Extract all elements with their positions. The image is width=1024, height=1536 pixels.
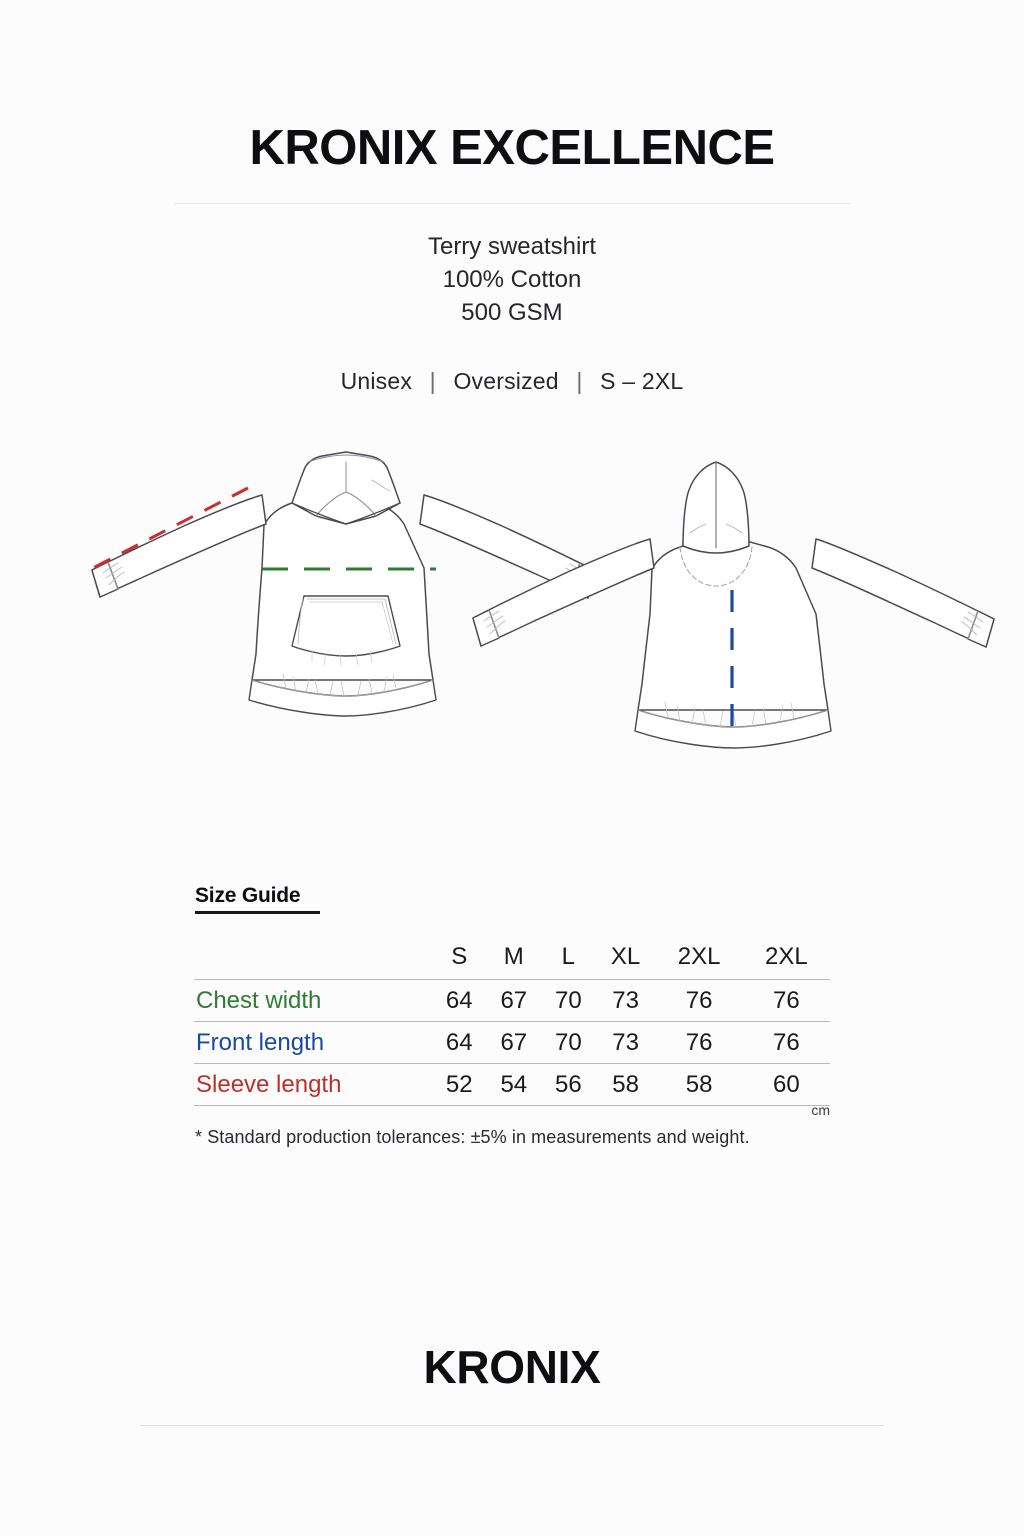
chest-width-value-2xl-b: 76 <box>773 986 800 1014</box>
attribute-separator-1: | <box>429 368 436 394</box>
page-title: KRONIX EXCELLENCE <box>249 121 775 175</box>
sleeve-length-value-s: 52 <box>445 1070 473 1098</box>
hoodie-front-technical-drawing <box>92 452 596 716</box>
table-row <box>194 1064 830 1106</box>
size-table-body <box>194 980 830 1106</box>
front-length-value-m: 67 <box>500 1028 528 1056</box>
sleeve-length-value-2xl: 58 <box>685 1070 713 1098</box>
size-table-label-header <box>194 938 432 980</box>
sleeve-length-value-m: 54 <box>500 1070 528 1098</box>
chest-width-value-xl: 73 <box>612 986 639 1014</box>
front-length-value-l: 70 <box>554 1028 582 1056</box>
chest-width-value-l: 70 <box>554 986 582 1014</box>
spec-line-composition: 100% Cotton <box>442 266 582 293</box>
product-attributes <box>0 368 1024 395</box>
sleeve-length-value-l: 56 <box>554 1070 582 1098</box>
garment-illustrations <box>0 418 1024 818</box>
measurement-unit-label: cm <box>811 1102 830 1118</box>
attribute-size-range: S – 2XL <box>600 368 684 394</box>
size-column-header-s: S <box>451 943 468 970</box>
spec-line-material: Terry sweatshirt <box>427 233 597 260</box>
footer-logo: KRONIX <box>423 1341 601 1393</box>
size-guide-heading-underline <box>195 911 320 914</box>
size-guide-table <box>194 938 830 1106</box>
front-length-value-2xl-b: 76 <box>773 1028 800 1056</box>
size-column-header-2xl-b: 2XL <box>765 943 808 970</box>
size-column-header-xl: XL <box>610 943 641 970</box>
size-column-header-m: M <box>503 943 524 970</box>
size-guide-heading: Size Guide <box>195 884 301 907</box>
chest-width-value-m: 67 <box>500 986 528 1014</box>
front-length-value-2xl: 76 <box>685 1028 713 1056</box>
measurement-label-front-length: Front length <box>196 1028 325 1056</box>
footer-divider <box>140 1425 884 1426</box>
front-length-value-xl: 73 <box>612 1028 639 1056</box>
size-table-head <box>194 938 830 980</box>
measurement-label-sleeve-length: Sleeve length <box>196 1070 342 1098</box>
product-spec-block <box>0 230 1024 329</box>
size-table-header-row <box>194 938 830 980</box>
attribute-fit: Oversized <box>453 368 559 394</box>
spec-line-weight: 500 GSM <box>461 299 563 326</box>
front-length-value-s: 64 <box>445 1028 473 1056</box>
table-row <box>194 1022 830 1064</box>
sleeve-length-value-xl: 58 <box>612 1070 639 1098</box>
chest-width-value-2xl: 76 <box>685 986 713 1014</box>
attribute-separator-2: | <box>576 368 583 394</box>
attribute-gender: Unisex <box>340 368 413 394</box>
hoodie-back-technical-drawing <box>473 462 994 748</box>
measurement-label-chest-width: Chest width <box>196 986 322 1014</box>
chest-width-value-s: 64 <box>445 986 473 1014</box>
size-column-header-l: L <box>561 943 575 970</box>
title-divider <box>175 203 850 204</box>
sleeve-length-value-2xl-b: 60 <box>773 1070 800 1098</box>
table-row <box>194 980 830 1022</box>
tolerance-note: * Standard production tolerances: ±5% in measurements and weight. <box>195 1127 750 1147</box>
size-column-header-2xl: 2XL <box>677 943 721 970</box>
